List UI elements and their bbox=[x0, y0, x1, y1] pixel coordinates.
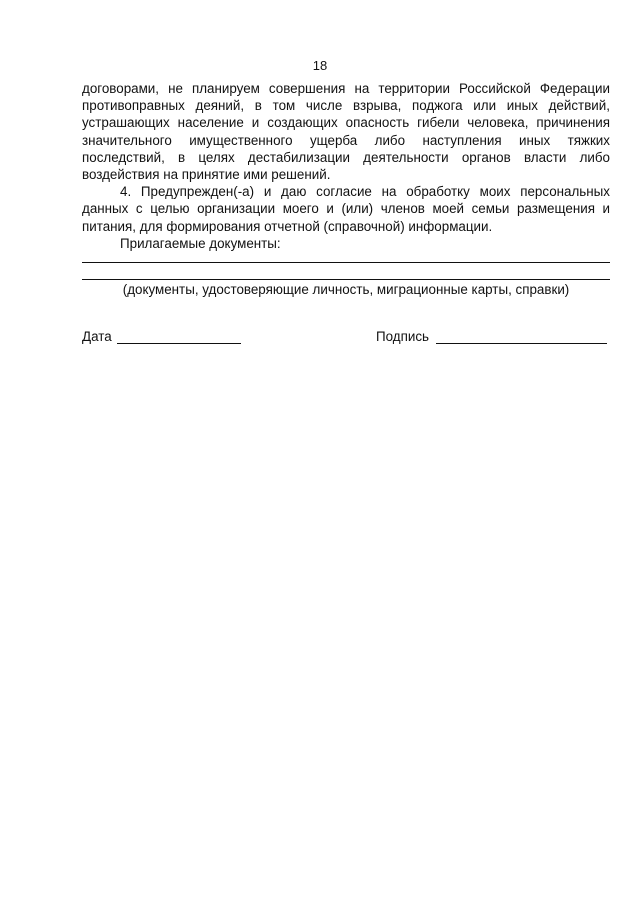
signature-row bbox=[82, 329, 610, 349]
paragraph-4: 4. Предупрежден(-а) и даю согласие на обработку моих персональных данных с целью организации моего и (или) членов моей семьи размещения и питания, для формирования отчетной (справочной) информации. bbox=[82, 184, 610, 234]
date-fill-line bbox=[117, 343, 241, 344]
attached-documents-heading: Прилагаемые документы: bbox=[120, 235, 281, 251]
documents-caption: (документы, удостоверяющие личность, миграционные карты, справки) bbox=[122, 282, 570, 297]
signature-label: Подпись bbox=[376, 329, 429, 344]
body-text bbox=[82, 80, 610, 252]
page-number: 18 bbox=[312, 58, 328, 73]
documents-fill-line-2 bbox=[82, 279, 610, 280]
date-label: Дата bbox=[82, 329, 112, 344]
paragraph-continuation: договорами, не планируем совершения на территории Российской Федерации противоправных деяний, в том числе взрыва, поджога или иных действий, устрашающих население и создающих опасность гибели человека, причинения значительного имущественного ущерба либо наступления иных тяжких последствий, в целях дестабилизации деятельности органов власти либо воздействия на принятие ими решений. bbox=[82, 81, 610, 183]
documents-fill-line-1 bbox=[82, 262, 610, 263]
signature-fill-line bbox=[436, 343, 607, 344]
